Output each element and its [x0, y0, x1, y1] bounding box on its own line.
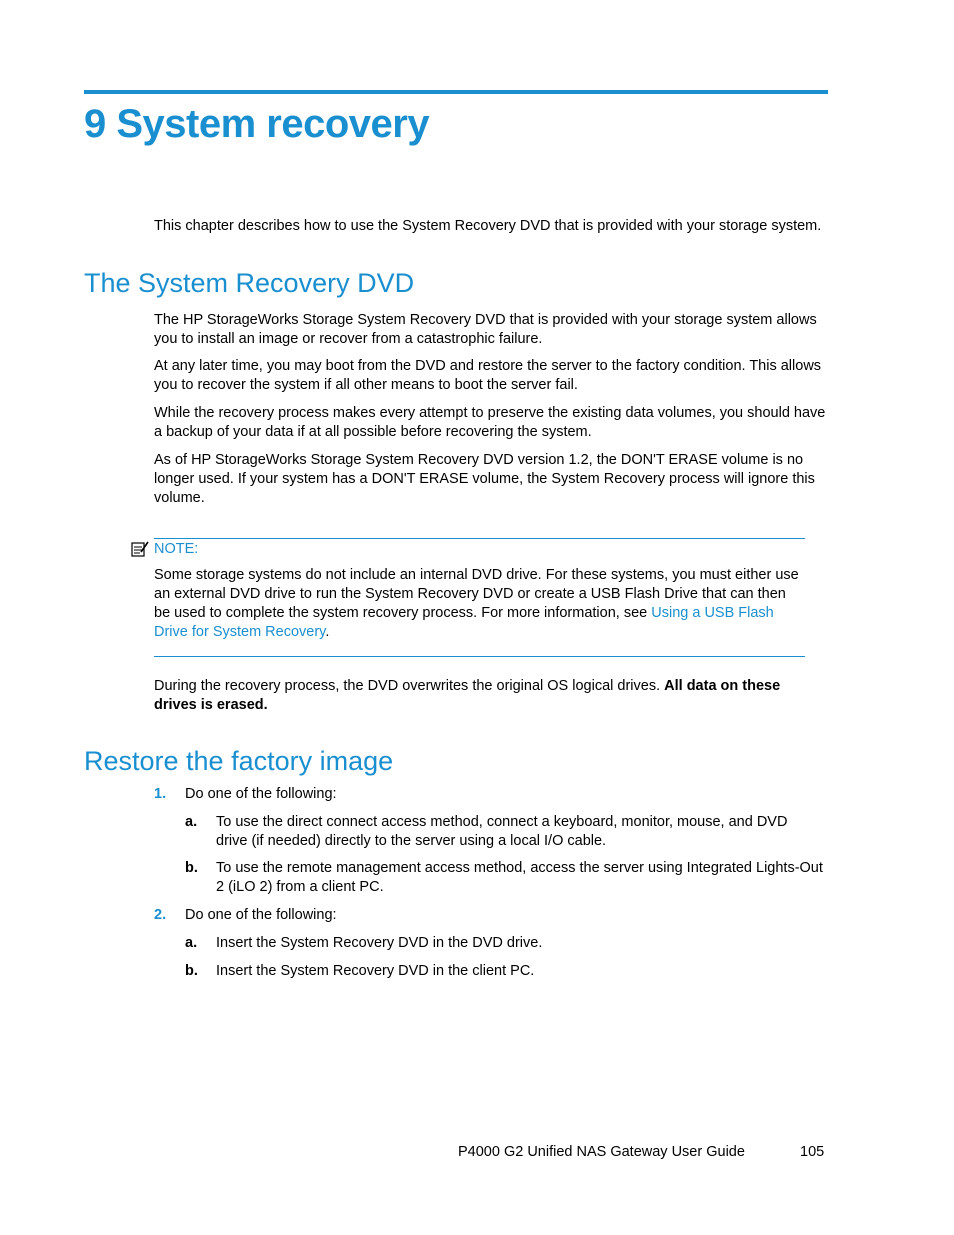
footer-title: P4000 G2 Unified NAS Gateway User Guide — [458, 1144, 745, 1160]
step-text: Do one of the following: — [185, 907, 337, 923]
section-heading-system-recovery-dvd: The System Recovery DVD — [84, 268, 415, 298]
chapter-title: 9 System recovery — [84, 102, 430, 146]
chapter-rule — [84, 90, 828, 94]
substep-letter: a. — [185, 935, 198, 951]
closing-warning: All data on these drives is erased. — [154, 678, 781, 713]
substep-text: Insert the System Recovery DVD in the DVD drive. — [216, 935, 543, 951]
usb-flash-drive-link[interactable]: Using a USB Flash Drive for System Recovery — [154, 605, 774, 640]
note-bottom-rule — [154, 656, 805, 657]
note-top-rule — [154, 538, 805, 539]
paragraph: The HP StorageWorks Storage System Recovery DVD that is provided with your storage system allows you to install an image or recover from a catastrophic failure. — [154, 312, 817, 347]
closing-text: During the recovery process, the DVD overwrites the original OS logical drives. — [154, 678, 665, 694]
substep-letter: a. — [185, 814, 198, 830]
chapter-intro: This chapter describes how to use the System Recovery DVD that is provided with your storage system. — [154, 218, 822, 234]
page-number: 105 — [800, 1144, 825, 1160]
note-icon — [130, 540, 150, 558]
closing-paragraph — [154, 677, 814, 715]
note-header — [130, 540, 198, 558]
step-number: 1. — [154, 786, 167, 802]
paragraph: As of HP StorageWorks Storage System Recovery DVD version 1.2, the DON'T ERASE volume is no longer used. If your system has a DON'T ERASE volume, the System Recovery process will ignore this volume. — [154, 452, 815, 506]
note-text-end: . — [325, 624, 330, 640]
section-heading-restore-factory-image: Restore the factory image — [84, 746, 394, 776]
substep-text: To use the direct connect access method, connect a keyboard, monitor, mouse, and DVD drive (if needed) directly to the server using a local I/O cable. — [216, 814, 788, 849]
substep-letter: b. — [185, 963, 198, 979]
note-body — [154, 566, 804, 642]
paragraph: While the recovery process makes every attempt to preserve the existing data volumes, you should have a backup of your data if at all possible before recovering the system. — [154, 405, 826, 440]
note-label: NOTE: — [154, 541, 199, 557]
substep-text: Insert the System Recovery DVD in the client PC. — [216, 963, 535, 979]
step-text: Do one of the following: — [185, 786, 337, 802]
substep-letter: b. — [185, 860, 198, 876]
paragraph: At any later time, you may boot from the DVD and restore the server to the factory condition. This allows you to recover the system if all other means to boot the server fail. — [154, 358, 822, 393]
substep-text: To use the remote management access method, access the server using Integrated Lights-Out 2 (iLO 2) from a client PC. — [216, 860, 823, 895]
note-text: Some storage systems do not include an internal DVD drive. For these systems, you must either use an external DVD drive to run the System Recovery DVD or create a USB Flash Drive that can then be used to complete the system recovery process. For more information, see — [154, 567, 799, 621]
step-number: 2. — [154, 907, 167, 923]
